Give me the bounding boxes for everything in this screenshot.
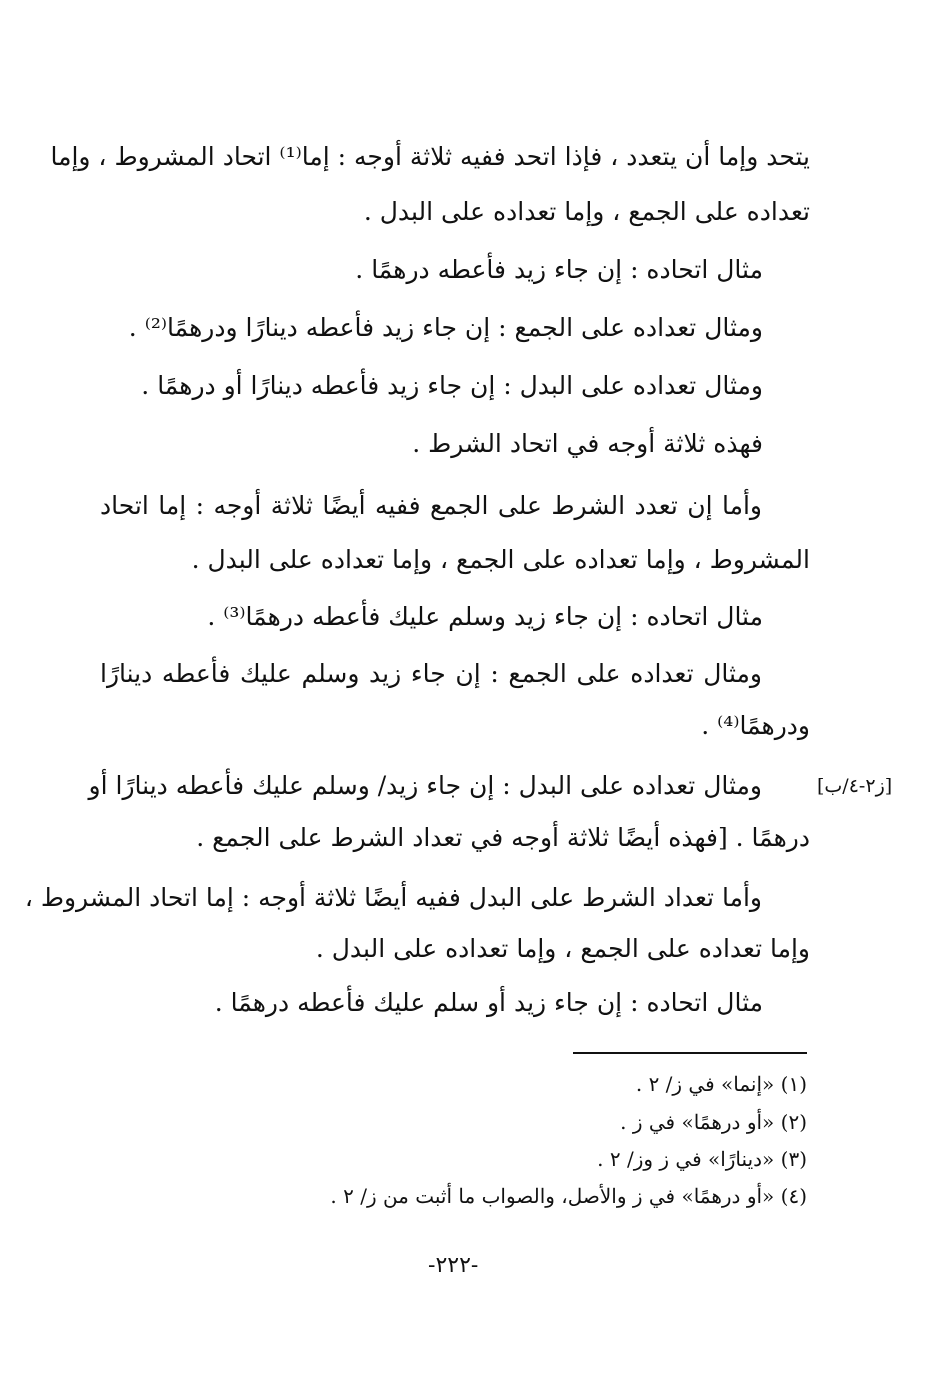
body-line-2: تعداده على الجمع ، وإما تعداده على البدل . [363,197,810,226]
body-line-12: ومثال تعداده على البدل : إن جاء زيد/ وسلم عليك فأعطه دينارًا أو [88,771,762,800]
body-line-10: ومثال تعداده على الجمع : إن جاء زيد وسلم عليك فأعطه دينارًا [100,659,762,688]
body-line-11: ودرهمًا⁽⁴⁾ . [701,711,810,740]
footnote-2: (٢) «أو درهمًا» في ز . [620,1110,807,1134]
page-number: -٢٢٢- [428,1253,479,1278]
body-line-16: مثال اتحاده : إن جاء زيد أو سلم عليك فأعطه درهمًا . [214,988,763,1017]
body-line-7: وأما إن تعدد الشرط على الجمع ففيه أيضًا ثلاثة أوجه : إما اتحاد [100,491,762,520]
body-line-4: ومثال تعداده على الجمع : إن جاء زيد فأعطه دينارًا ودرهمًا⁽²⁾ . [128,313,763,342]
footnote-3: (٣) «دينارًا» في ز وز/ ٢ . [597,1147,807,1171]
body-line-15: وإما تعداده على الجمع ، وإما تعداده على البدل . [315,934,810,963]
body-line-6: فهذه ثلاثة أوجه في اتحاد الشرط . [412,429,763,458]
footnote-1: (١) «إنما» في ز/ ٢ . [635,1072,807,1096]
body-line-13: درهمًا . [فهذه أيضًا ثلاثة أوجه في تعداد الشرط على الجمع . [196,823,810,852]
body-line-5: ومثال تعداده على البدل : إن جاء زيد فأعطه دينارًا أو درهمًا . [141,371,763,400]
footnote-4: (٤) «أو درهمًا» في ز والأصل، والصواب ما أثبت من ز/ ٢ . [330,1184,807,1208]
body-line-3: مثال اتحاده : إن جاء زيد فأعطه درهمًا . [355,255,763,284]
body-line-14: وأما تعداد الشرط على البدل ففيه أيضًا ثلاثة أوجه : إما اتحاد المشروط ، [24,883,762,912]
body-line-1: يتحد وإما أن يتعدد ، فإذا اتحد ففيه ثلاثة أوجه : إما⁽¹⁾ اتحاد المشروط ، وإما [50,142,810,171]
footnote-separator [573,1052,807,1054]
body-line-9: مثال اتحاده : إن جاء زيد وسلم عليك فأعطه درهمًا⁽³⁾ . [207,602,763,631]
manuscript-margin-note: [ز٢-٤/ب] [817,775,893,797]
body-line-8: المشروط ، وإما تعداده على الجمع ، وإما تعداده على البدل . [191,545,810,574]
